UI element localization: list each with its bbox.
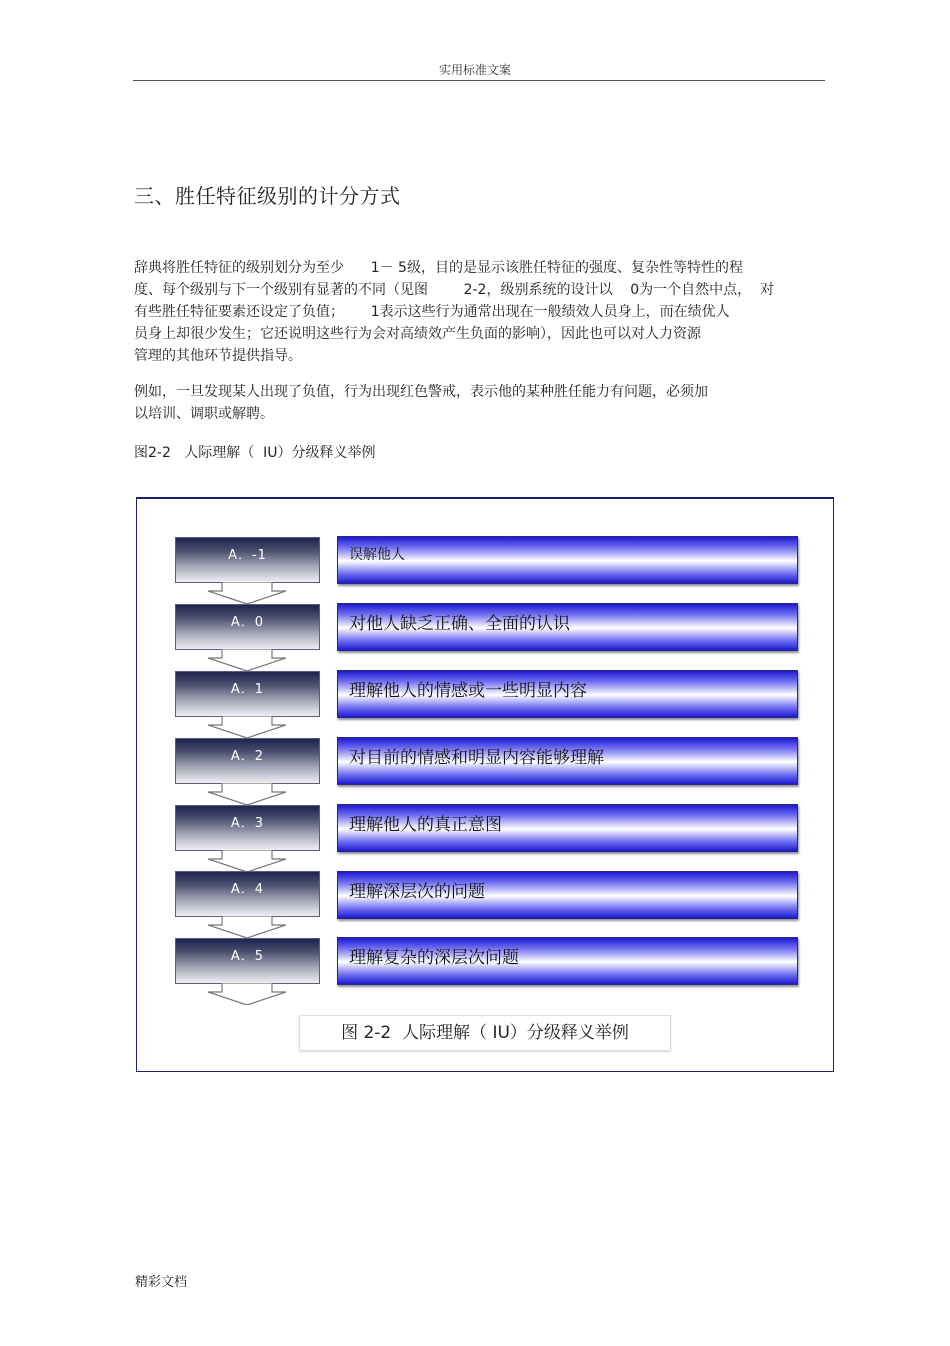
level-description: 理解他人的真正意图 (337, 804, 798, 852)
down-arrow-icon (208, 783, 286, 805)
down-arrow-icon (208, 850, 286, 872)
paragraph-2-line: 例如，一旦发现某人出现了负值，行为出现红色警戒，表示他的某种胜任能力有问题，必须加 (134, 384, 708, 400)
paragraph-2-line: 以培训、调职或解聘。 (134, 406, 274, 422)
level-box: A．5 (175, 938, 320, 984)
page-footer: 精彩文档 (135, 1275, 188, 1290)
paragraph-1-line: 有些胜任特征要素还设定了负值； 1表示这些行为通常出现在一般绩效人员身上，而在绩优人 (134, 304, 730, 320)
level-box: A．1 (175, 671, 320, 717)
page-header: 实用标准文案 (438, 63, 511, 77)
down-arrow-icon (208, 916, 286, 938)
paragraph-1 (134, 257, 824, 367)
paragraph-1-line: 员身上却很少发生；它还说明这些行为会对高绩效产生负面的影响），因此也可以对人力资源 (134, 326, 701, 342)
level-description: 对目前的情感和明显内容能够理解 (337, 737, 798, 785)
level-description: 理解复杂的深层次问题 (337, 937, 798, 985)
level-box: A．4 (175, 871, 320, 917)
paragraph-1-line: 管理的其他环节提供指导。 (134, 348, 302, 364)
paragraph-1-line: 辞典将胜任特征的级别划分为至少 1－ 5级，目的是显示该胜任特征的强度、复杂性等特性的程 (134, 260, 743, 276)
level-box: A．0 (175, 604, 320, 650)
figure-caption: 图2-2 人际理解（ IU）分级释义举例 (134, 445, 376, 461)
section-title: 三、胜任特征级别的计分方式 (134, 184, 401, 208)
down-arrow-icon (208, 983, 286, 1005)
down-arrow-icon (208, 716, 286, 738)
down-arrow-icon (208, 582, 286, 604)
level-description: 理解他人的情感或一些明显内容 (337, 670, 798, 718)
header-divider (133, 80, 825, 81)
paragraph-2 (134, 381, 824, 425)
down-arrow-icon (208, 649, 286, 671)
level-description: 理解深层次的问题 (337, 871, 798, 919)
diagram-caption: 图 2-2 人际理解（ IU）分级释义举例 (299, 1015, 671, 1051)
level-box: A．2 (175, 738, 320, 784)
level-description: 误解他人 (337, 536, 798, 584)
paragraph-1-line: 度、每个级别与下一个级别有显著的不同（见图 2-2，级别系统的设计以 0为一个自然中点， 对 (134, 282, 775, 298)
level-box: A．-1 (175, 537, 320, 583)
level-description: 对他人缺乏正确、全面的认识 (337, 603, 798, 651)
level-box: A．3 (175, 805, 320, 851)
